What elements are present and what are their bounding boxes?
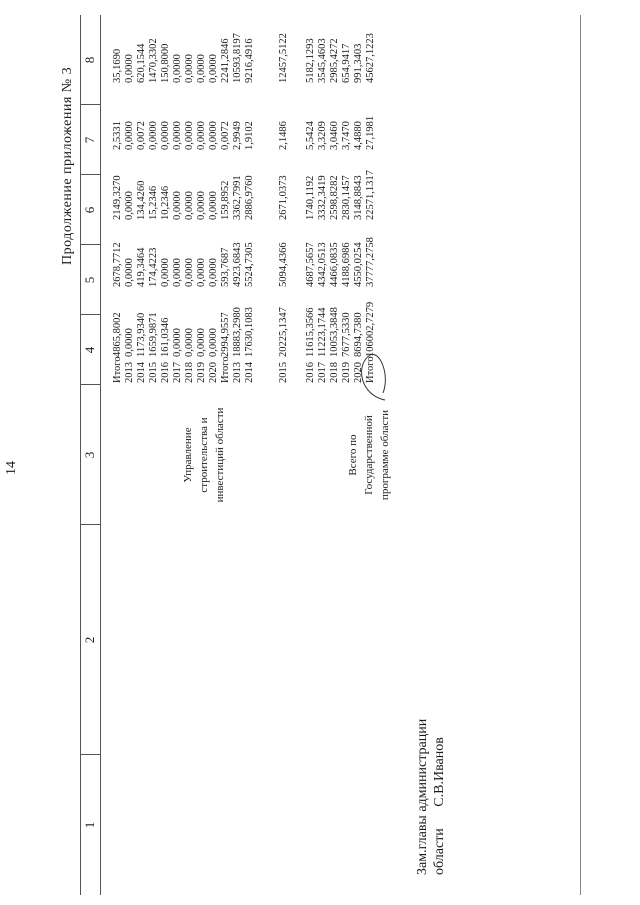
value-cell: 2241,2846 — [220, 38, 231, 83]
value-cell: 0,0000 — [208, 121, 219, 150]
value-cell: 0,0000 — [196, 191, 207, 220]
value-cell: 106002,7279 — [365, 301, 376, 357]
value-cell: 3362,7991 — [232, 175, 243, 220]
value-cell: 4687,5657 — [305, 242, 316, 287]
year-cell: 2013 — [124, 362, 135, 383]
year-cell: 2013 — [232, 362, 243, 383]
col-header-2: 2 — [82, 636, 97, 644]
value-cell: 0,0000 — [172, 54, 183, 83]
value-cell: 18883,2980 — [232, 307, 243, 357]
col-header-3: 3 — [82, 451, 97, 459]
value-cell: 1173,9340 — [136, 312, 147, 357]
value-cell: 10,2346 — [160, 185, 171, 220]
value-cell: 0,0000 — [208, 191, 219, 220]
value-cell: 0,0000 — [196, 258, 207, 287]
col-header-5: 5 — [82, 276, 97, 284]
group2-label: Всего по Государственной программе области — [347, 409, 391, 501]
value-cell: 0,0000 — [172, 191, 183, 220]
col-header-6: 6 — [82, 206, 97, 214]
value-cell: 0,0000 — [184, 191, 195, 220]
value-cell: 4188,6986 — [341, 242, 352, 287]
value-cell: 0,0000 — [184, 121, 195, 150]
value-cell: 0,0000 — [172, 121, 183, 150]
value-cell: 0,0000 — [124, 328, 135, 357]
value-cell: 4,4880 — [353, 121, 364, 150]
year-cell: Итого — [220, 356, 231, 383]
value-cell: 5182,1293 — [305, 38, 316, 83]
value-cell: 0,0000 — [124, 54, 135, 83]
group1-label: Управление строительства и инвестиций области — [182, 407, 226, 503]
year-cell: 2015 — [278, 362, 289, 383]
value-cell: 0,0000 — [148, 121, 159, 150]
table-bottom-line — [580, 15, 581, 895]
value-cell: 3332,3419 — [317, 175, 328, 220]
signature-org: области — [432, 828, 447, 875]
value-cell: 5524,7305 — [244, 242, 255, 287]
value-cell: 0,0000 — [208, 54, 219, 83]
value-cell: 2678,7712 — [112, 242, 123, 287]
year-cell: 2015 — [148, 362, 159, 383]
value-cell: 2886,9760 — [244, 175, 255, 220]
year-cell: 2014 — [136, 362, 147, 383]
year-cell: 2019 — [341, 362, 352, 383]
value-cell: 620,1544 — [136, 43, 147, 83]
value-cell: 991,3403 — [353, 43, 364, 83]
value-cell: 37777,2758 — [365, 237, 376, 287]
value-cell: 2671,0373 — [278, 175, 289, 220]
year-cell: 2018 — [329, 362, 340, 383]
value-cell: 0,0000 — [184, 258, 195, 287]
value-cell: 0,0000 — [196, 121, 207, 150]
value-cell: 11223,1744 — [317, 307, 328, 357]
value-cell: 15,2346 — [148, 185, 159, 220]
value-cell: 3,7470 — [341, 121, 352, 150]
value-cell: 1470,3302 — [148, 38, 159, 83]
year-cell: Итого — [112, 356, 123, 383]
value-cell: 0,0000 — [184, 54, 195, 83]
value-cell: 0,0000 — [208, 328, 219, 357]
value-cell: 45627,1223 — [365, 33, 376, 83]
value-cell: 0,0000 — [160, 121, 171, 150]
col-header-4: 4 — [82, 346, 97, 354]
value-cell: 1,9102 — [244, 121, 255, 150]
value-cell: 10593,8197 — [232, 33, 243, 83]
value-cell: 0,0072 — [136, 121, 147, 150]
value-cell: 0,0000 — [124, 258, 135, 287]
value-cell: 4342,0513 — [317, 242, 328, 287]
year-cell: 2016 — [305, 362, 316, 383]
col-header-8: 8 — [82, 56, 97, 64]
value-cell: 159,8952 — [220, 180, 231, 220]
value-cell: 5094,4366 — [278, 242, 289, 287]
continuation-caption: Продолжение приложения № 3 — [60, 66, 75, 265]
value-cell: 4550,0254 — [353, 242, 364, 287]
value-cell: 4865,8002 — [112, 312, 123, 357]
value-cell: 9216,4916 — [244, 38, 255, 83]
value-cell: 3545,4603 — [317, 38, 328, 83]
year-cell: 2018 — [184, 362, 195, 383]
value-cell: 0,0000 — [124, 121, 135, 150]
value-cell: 174,4223 — [148, 247, 159, 287]
col-header-1: 1 — [82, 821, 97, 829]
value-cell: 2985,4272 — [329, 38, 340, 83]
signature-line-1: Зам.главы администрации — [415, 718, 430, 875]
value-cell: 27,1981 — [365, 115, 376, 150]
value-cell: 0,0000 — [184, 328, 195, 357]
value-cell: 22571,1317 — [365, 170, 376, 220]
value-cell: 2598,8282 — [329, 175, 340, 220]
value-cell: 0,0072 — [220, 121, 231, 150]
value-cell: 1659,9871 — [148, 312, 159, 357]
signature-name: С.В.Иванов — [432, 737, 447, 807]
value-cell: 2149,3270 — [112, 175, 123, 220]
value-cell: 3,0460 — [329, 121, 340, 150]
year-cell: 2017 — [172, 362, 183, 383]
value-cell: 8694,7380 — [353, 312, 364, 357]
page-number: 14 — [4, 461, 19, 475]
value-cell: 0,0000 — [172, 258, 183, 287]
col-header-7: 7 — [82, 136, 97, 144]
year-cell: 2017 — [317, 362, 328, 383]
value-cell: 3148,8843 — [353, 175, 364, 220]
value-cell: 2,5331 — [112, 121, 123, 150]
value-cell: 161,0346 — [160, 317, 171, 357]
handwritten-mark-icon — [355, 345, 395, 405]
year-cell: 2020 — [353, 362, 364, 383]
value-cell: 2830,1457 — [341, 175, 352, 220]
value-cell: 2,9949 — [232, 121, 243, 150]
year-cell: Итого — [365, 356, 376, 383]
year-cell: 2014 — [244, 362, 255, 383]
value-cell: 0,0000 — [196, 328, 207, 357]
table-header-underline — [100, 15, 101, 895]
value-cell: 2,1486 — [278, 121, 289, 150]
year-cell: 2019 — [196, 362, 207, 383]
value-cell: 0,0000 — [172, 328, 183, 357]
value-cell: 0,0000 — [208, 258, 219, 287]
value-cell: 0,0000 — [196, 54, 207, 83]
value-cell: 10053,3848 — [329, 307, 340, 357]
value-cell: 4466,0835 — [329, 242, 340, 287]
value-cell: 35,1690 — [112, 48, 123, 83]
value-cell: 593,7687 — [220, 247, 231, 287]
year-cell: 2016 — [160, 362, 171, 383]
value-cell: 4923,6843 — [232, 242, 243, 287]
value-cell: 0,0000 — [124, 191, 135, 220]
value-cell: 150,8000 — [160, 43, 171, 83]
value-cell: 7677,5330 — [341, 312, 352, 357]
value-cell: 17630,1083 — [244, 307, 255, 357]
value-cell: 20225,1347 — [278, 307, 289, 357]
value-cell: 5,5424 — [305, 121, 316, 150]
value-cell: 3,3209 — [317, 121, 328, 150]
year-cell: 2020 — [208, 362, 219, 383]
value-cell: 654,9417 — [341, 43, 352, 83]
value-cell: 0,0000 — [160, 258, 171, 287]
value-cell: 134,4260 — [136, 180, 147, 220]
value-cell: 2994,9557 — [220, 312, 231, 357]
value-cell: 1740,1192 — [305, 175, 316, 220]
signature-line-2 — [432, 737, 448, 875]
value-cell: 419,3464 — [136, 247, 147, 287]
value-cell: 11615,3566 — [305, 307, 316, 357]
value-cell: 12457,5122 — [278, 33, 289, 83]
